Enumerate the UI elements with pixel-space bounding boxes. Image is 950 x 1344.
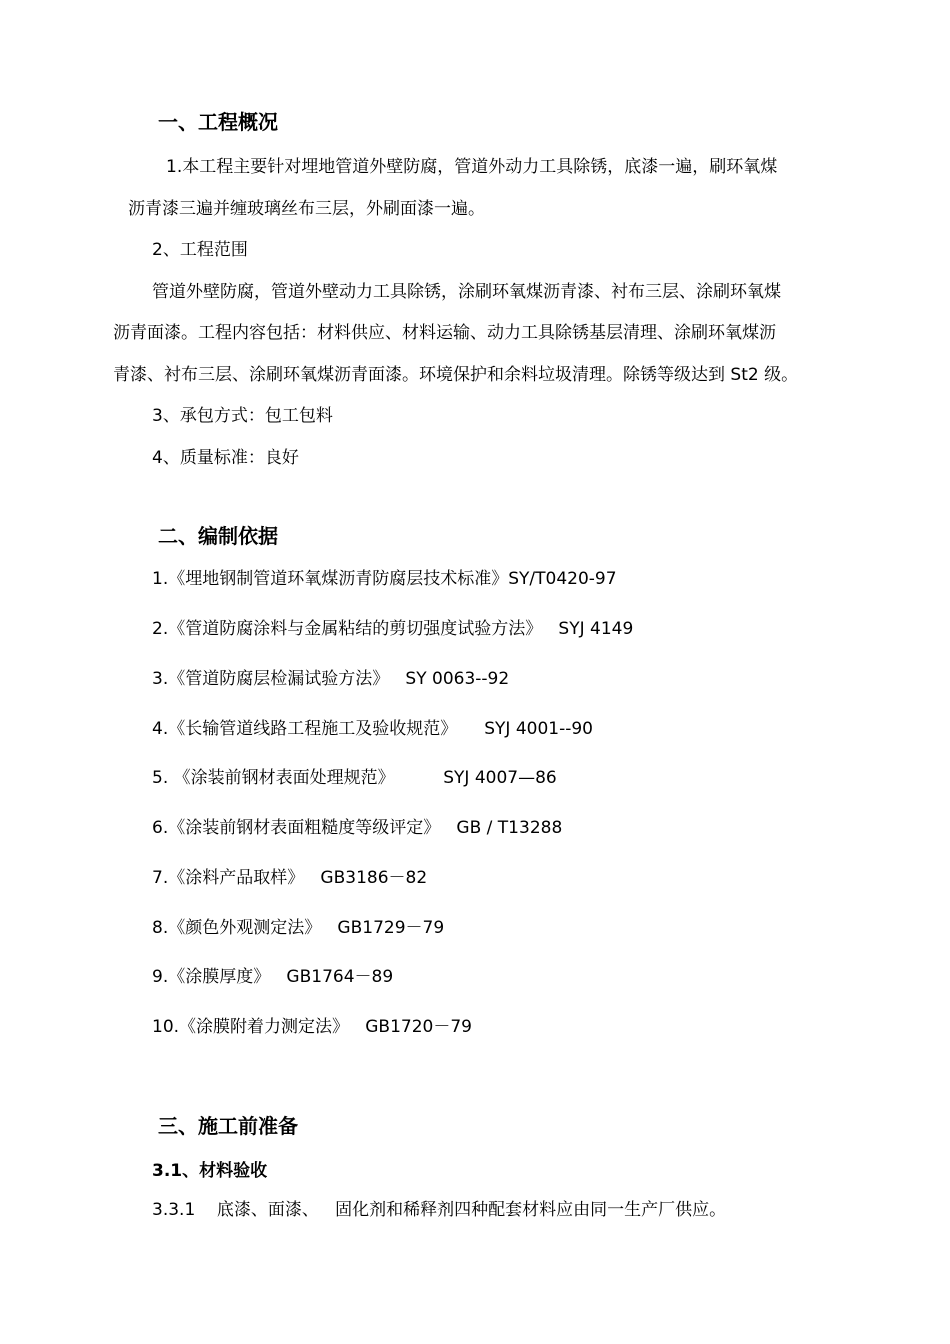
section-1-heading: 一、工程概况 [158, 110, 278, 134]
section-1-para-2-line-1: 管道外壁防腐，管道外壁动力工具除锈，涂刷环氧煤沥青漆、衬布三层、涂刷环氧煤 [152, 282, 781, 302]
section-1-para-1-line-1: 1.本工程主要针对埋地管道外壁防腐，管道外动力工具除锈，底漆一遍，刷环氧煤 [166, 157, 778, 177]
section-1-para-2-line-3: 青漆、衬布三层、涂刷环氧煤沥青面漆。环境保护和余料垃圾清理。除锈等级达到 St2 级。 [113, 365, 799, 385]
section-3-clause-3-3-1: 3.3.1 底漆、面漆、 固化剂和稀释剂四种配套材料应由同一生产厂供应。 [152, 1200, 727, 1220]
section-1-para-1-line-2: 沥青漆三遍并缠玻璃丝布三层，外刷面漆一遍。 [128, 199, 485, 219]
reference-item: 6.《涂装前钢材表面粗糙度等级评定》 GB / T13288 [152, 818, 563, 838]
reference-item: 8.《颜色外观测定法》 GB1729－79 [152, 918, 445, 938]
reference-item: 2.《管道防腐涂料与金属粘结的剪切强度试验方法》 SYJ 4149 [152, 619, 634, 639]
section-1-item-2-title: 2、工程范围 [152, 240, 248, 260]
reference-item: 3.《管道防腐层检漏试验方法》 SY 0063--92 [152, 669, 510, 689]
section-1-item-3: 3、承包方式：包工包料 [152, 406, 333, 426]
reference-item: 7.《涂料产品取样》 GB3186－82 [152, 868, 428, 888]
section-2-heading: 二、编制依据 [158, 524, 278, 548]
reference-item: 10.《涂膜附着力测定法》 GB1720－79 [152, 1017, 472, 1037]
section-1-item-4: 4、质量标准：良好 [152, 448, 299, 468]
section-3-heading: 三、施工前准备 [158, 1114, 298, 1138]
section-3-sub-heading: 3.1、材料验收 [152, 1161, 268, 1181]
reference-item: 9.《涂膜厚度》 GB1764－89 [152, 967, 394, 987]
reference-item: 4.《长输管道线路工程施工及验收规范》 SYJ 4001--90 [152, 719, 593, 739]
section-1-para-2-line-2: 沥青面漆。工程内容包括：材料供应、材料运输、动力工具除锈基层清理、涂刷环氧煤沥 [113, 323, 776, 343]
reference-item: 1.《埋地钢制管道环氧煤沥青防腐层技术标准》SY/T0420-97 [152, 569, 617, 589]
reference-item: 5. 《涂装前钢材表面处理规范》 SYJ 4007—86 [152, 768, 557, 788]
